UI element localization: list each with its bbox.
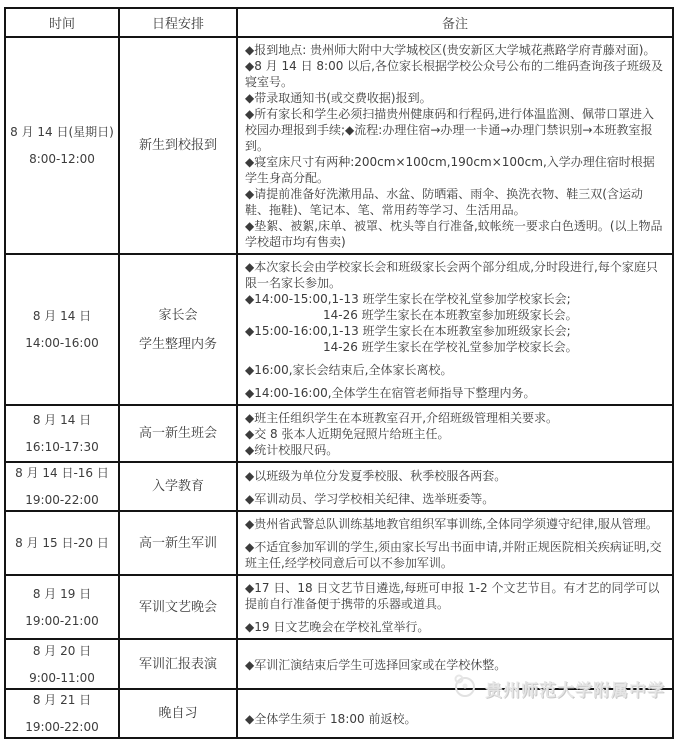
table-row — [5, 639, 673, 689]
time-line: 8 月 21 日 — [32, 693, 92, 707]
note-item: ◆17 日、18 日文艺节目遴选,每班可申报 1-2 个文艺节目。有才艺的同学可以提前自行准备便于携带的乐器或道具。 — [245, 581, 660, 611]
notes-cell — [237, 639, 673, 689]
time-line: 8 月 14 日-16 日 — [15, 466, 109, 480]
note-item: ◆统计校服尺码。 — [245, 443, 339, 457]
note-item: ◆全体学生须于 18:00 前返校。 — [245, 711, 417, 726]
table-header — [5, 8, 673, 37]
note-item: ◆请提前准备好洗漱用品、水盆、防晒霜、雨伞、换洗衣物、鞋三双(含运动鞋、拖鞋)、笔记本、笔、常用药等学习、生活用品。 — [245, 187, 643, 217]
note-item: ◆14:00-15:00,1-13 班学生家长在学校礼堂参加学校家长会; — [245, 292, 571, 306]
schedule-line: 高一新生军训 — [138, 535, 217, 551]
schedule-line: 军训汇报表演 — [138, 656, 217, 672]
time-line: 8 月 15 日-20 日 — [15, 536, 109, 550]
note-item: ◆报到地点: 贵州师大附中大学城校区(贵安新区大学城花燕路学府青藤对面)。 — [245, 43, 656, 57]
time-cell — [5, 254, 119, 405]
schedule-cell — [119, 639, 237, 689]
schedule-line: 入学教育 — [151, 479, 204, 494]
note-item: ◆军训动员、学习学校相关纪律、选举班委等。 — [245, 491, 495, 506]
note-item: ◆带录取通知书(或交费收据)报到。 — [245, 91, 432, 105]
time-cell — [5, 405, 119, 462]
notes-cell — [237, 405, 673, 462]
time-line: 19:00-22:00 — [25, 493, 99, 507]
header-time: 时间 — [5, 8, 119, 37]
schedule-cell — [119, 511, 237, 575]
school-name-text: 贵州师范大学附属中学 — [485, 680, 665, 701]
note-item: ◆所有家长和学生必须扫描贵州健康码和行程码,进行体温监测、佩带口罩进入校园办理报到手续;◆流程:办理住宿→办理一卡通→办理门禁识别→本班教室报到。 — [245, 107, 655, 153]
schedule-table — [4, 7, 674, 739]
time-line: 8 月 14 日 — [32, 309, 92, 323]
table-row — [5, 405, 673, 462]
time-line: 8 月 20 日 — [32, 643, 92, 658]
notes-cell — [237, 511, 673, 575]
note-item: ◆14:00-16:00,全体学生在宿管老师指导下整理内务。 — [245, 386, 536, 400]
table-row — [5, 575, 673, 639]
note-item: ◆16:00,家长会结束后,全体家长离校。 — [245, 363, 453, 377]
schedule-table-body — [5, 37, 673, 738]
notes-cell — [237, 37, 673, 254]
time-line: 8 月 14 日(星期日) — [10, 125, 114, 139]
table-row — [5, 462, 673, 511]
schedule-line: 学生整理内务 — [138, 336, 217, 352]
time-cell — [5, 639, 119, 689]
notes-cell — [237, 575, 673, 639]
header-notes: 备注 — [237, 8, 673, 37]
time-line: 16:10-17:30 — [25, 440, 99, 454]
table-row — [5, 689, 673, 738]
schedule-cell — [119, 37, 237, 254]
note-item: ◆不适宜参加军训的学生,须由家长写出书面申请,并附正规医院相关疾病证明,交班主任,经学校同意后可以不参加军训。 — [245, 540, 662, 570]
note-item: ◆8 月 14 日 8:00 以后,各位家长根据学校公众号公布的二维码查询孩子班级及寝室号。 — [245, 59, 663, 89]
time-cell — [5, 689, 119, 738]
notes-cell — [237, 689, 673, 738]
note-item: ◆寝室床尺寸有两种:200cm×100cm,190cm×100cm,入学办理住宿时根据学生身高分配。 — [245, 155, 655, 185]
notes-cell — [237, 462, 673, 511]
time-line: 8 月 19 日 — [32, 586, 92, 601]
time-cell — [5, 462, 119, 511]
time-cell — [5, 37, 119, 254]
note-item: ◆垫絮、被絮,床单、被罩、枕头等自行准备,蚊帐统一要求白色透明。(以上物品学校超市均有售卖) — [245, 219, 663, 249]
header-schedule: 日程安排 — [119, 8, 237, 37]
table-row — [5, 511, 673, 575]
schedule-cell — [119, 689, 237, 738]
notes-cell — [237, 254, 673, 405]
schedule-line: 军训文艺晚会 — [138, 599, 217, 615]
schedule-line: 新生到校报到 — [138, 138, 217, 153]
time-cell — [5, 511, 119, 575]
schedule-line: 高一新生班会 — [138, 426, 217, 441]
schedule-line: 晚自习 — [158, 706, 198, 721]
note-item: ◆军训汇演结束后学生可选择回家或在学校休整。 — [245, 657, 507, 672]
note-item: ◆交 8 张本人近期免冠照片给班主任。 — [245, 427, 450, 441]
schedule-line: 家长会 — [158, 307, 198, 323]
note-item: ◆贵州省武警总队训练基地教官组织军事训练,全体同学须遵守纪律,服从管理。 — [245, 517, 658, 531]
table-row — [5, 254, 673, 405]
note-item: 14-26 班学生家长在本班教室参加班级家长会。 — [323, 308, 578, 322]
time-line: 19:00-22:00 — [25, 720, 99, 734]
table-row — [5, 37, 673, 254]
time-line: 19:00-21:00 — [25, 613, 99, 628]
time-line: 9:00-11:00 — [29, 670, 95, 685]
time-line: 8:00-12:00 — [29, 152, 95, 166]
note-item: ◆15:00-16:00,1-13 班学生家长在本班教室参加班级家长会; — [245, 324, 571, 338]
note-item: ◆本次家长会由学校家长会和班级家长会两个部分组成,分时段进行,每个家庭只限一名家长参加。 — [245, 260, 658, 290]
header-row — [5, 8, 673, 37]
schedule-cell — [119, 575, 237, 639]
note-item: 14-26 班学生家长在学校礼堂参加学校家长会。 — [323, 340, 578, 354]
note-item: ◆19 日文艺晚会在学校礼堂举行。 — [245, 620, 430, 634]
time-cell — [5, 575, 119, 639]
note-item: ◆以班级为单位分发夏季校服、秋季校服各两套。 — [245, 468, 507, 483]
time-line: 8 月 14 日 — [32, 413, 92, 427]
note-item: ◆班主任组织学生在本班教室召开,介绍班级管理相关要求。 — [245, 411, 559, 425]
schedule-cell — [119, 462, 237, 511]
time-line: 14:00-16:00 — [25, 336, 99, 350]
schedule-cell — [119, 405, 237, 462]
schedule-cell — [119, 254, 237, 405]
